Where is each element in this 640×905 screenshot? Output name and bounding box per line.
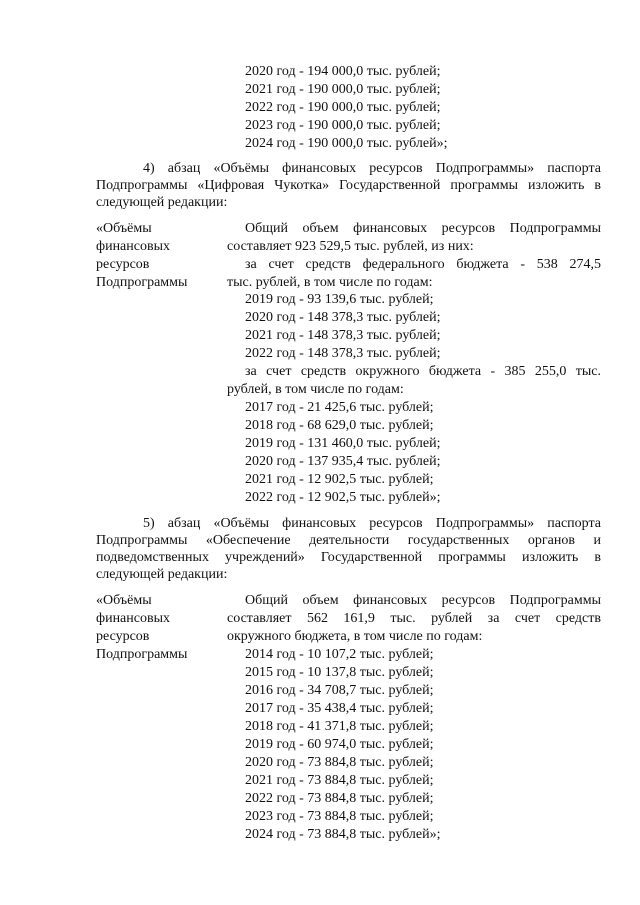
block-5-year: 2023 год - 73 884,8 тыс. рублей; xyxy=(245,809,434,824)
paragraph-5-line: подведомственных учреждений» Государственной программы изложить в xyxy=(96,550,601,565)
block-4-okrug-year: 2019 год - 131 460,0 тыс. рублей; xyxy=(245,436,441,451)
block-5-year: 2021 год - 73 884,8 тыс. рублей; xyxy=(245,773,434,788)
block-4-label: ресурсов xyxy=(96,257,150,272)
block-4-okrug: рублей, в том числе по годам: xyxy=(227,382,404,397)
block-4-okrug-year: 2020 год - 137 935,4 тыс. рублей; xyxy=(245,454,441,469)
block-4-okrug-year: 2022 год - 12 902,5 тыс. рублей»; xyxy=(245,490,441,505)
paragraph-5-line: следующей редакции: xyxy=(96,567,228,582)
block-5-total: окружного бюджета, в том числе по годам: xyxy=(227,629,483,644)
block-5-year: 2018 год - 41 371,8 тыс. рублей; xyxy=(245,719,434,734)
block-4-okrug-year: 2018 год - 68 629,0 тыс. рублей; xyxy=(245,418,434,433)
block-4-okrug-year: 2017 год - 21 425,6 тыс. рублей; xyxy=(245,400,434,415)
block-4-federal-year: 2022 год - 148 378,3 тыс. рублей; xyxy=(245,346,441,361)
paragraph-4-line: 4) абзац «Объёмы финансовых ресурсов Подпрограммы» паспорта xyxy=(143,161,601,176)
block-4-label: Подпрограммы xyxy=(96,275,188,290)
block-4-federal: тыс. рублей, в том числе по годам: xyxy=(227,275,433,290)
block-5-label: «Объёмы xyxy=(96,593,152,608)
block-5-year: 2014 год - 10 107,2 тыс. рублей; xyxy=(245,647,434,662)
block-5-year: 2024 год - 73 884,8 тыс. рублей»; xyxy=(245,827,441,842)
block-4-federal-year: 2021 год - 148 378,3 тыс. рублей; xyxy=(245,328,441,343)
block-5-total: Общий объем финансовых ресурсов Подпрограммы xyxy=(245,593,601,608)
block-5-year: 2019 год - 60 974,0 тыс. рублей; xyxy=(245,737,434,752)
block-4-federal-year: 2019 год - 93 139,6 тыс. рублей; xyxy=(245,292,434,307)
block-5-label: финансовых xyxy=(96,611,170,626)
paragraph-4-line: следующей редакции: xyxy=(96,195,228,210)
top-year-line: 2024 год - 190 000,0 тыс. рублей»; xyxy=(245,136,448,151)
block-5-total: составляет 562 161,9 тыс. рублей за счет средств xyxy=(227,611,601,626)
block-5-year: 2017 год - 35 438,4 тыс. рублей; xyxy=(245,701,434,716)
top-year-line: 2021 год - 190 000,0 тыс. рублей; xyxy=(245,82,441,97)
block-4-okrug: за счет средств окружного бюджета - 385 255,0 тыс. xyxy=(245,364,601,379)
paragraph-4-line: Подпрограммы «Цифровая Чукотка» Государственной программы изложить в xyxy=(96,178,601,193)
block-4-federal: за счет средств федерального бюджета - 538 274,5 xyxy=(245,257,601,272)
paragraph-5-line: 5) абзац «Объёмы финансовых ресурсов Подпрограммы» паспорта xyxy=(143,516,601,531)
block-5-year: 2022 год - 73 884,8 тыс. рублей; xyxy=(245,791,434,806)
top-year-line: 2023 год - 190 000,0 тыс. рублей; xyxy=(245,118,441,133)
block-5-year: 2015 год - 10 137,8 тыс. рублей; xyxy=(245,665,434,680)
block-4-label: финансовых xyxy=(96,239,170,254)
block-4-total: Общий объем финансовых ресурсов Подпрограммы xyxy=(245,221,601,236)
block-5-year: 2016 год - 34 708,7 тыс. рублей; xyxy=(245,683,434,698)
block-5-label: Подпрограммы xyxy=(96,647,188,662)
block-4-label: «Объёмы xyxy=(96,221,152,236)
top-year-line: 2022 год - 190 000,0 тыс. рублей; xyxy=(245,100,441,115)
top-year-line: 2020 год - 194 000,0 тыс. рублей; xyxy=(245,64,441,79)
paragraph-5-line: Подпрограммы «Обеспечение деятельности государственных органов и xyxy=(96,533,601,548)
block-5-year: 2020 год - 73 884,8 тыс. рублей; xyxy=(245,755,434,770)
block-4-total: составляет 923 529,5 тыс. рублей, из них: xyxy=(227,239,474,254)
block-4-okrug-year: 2021 год - 12 902,5 тыс. рублей; xyxy=(245,472,434,487)
block-5-label: ресурсов xyxy=(96,629,150,644)
block-4-federal-year: 2020 год - 148 378,3 тыс. рублей; xyxy=(245,310,441,325)
